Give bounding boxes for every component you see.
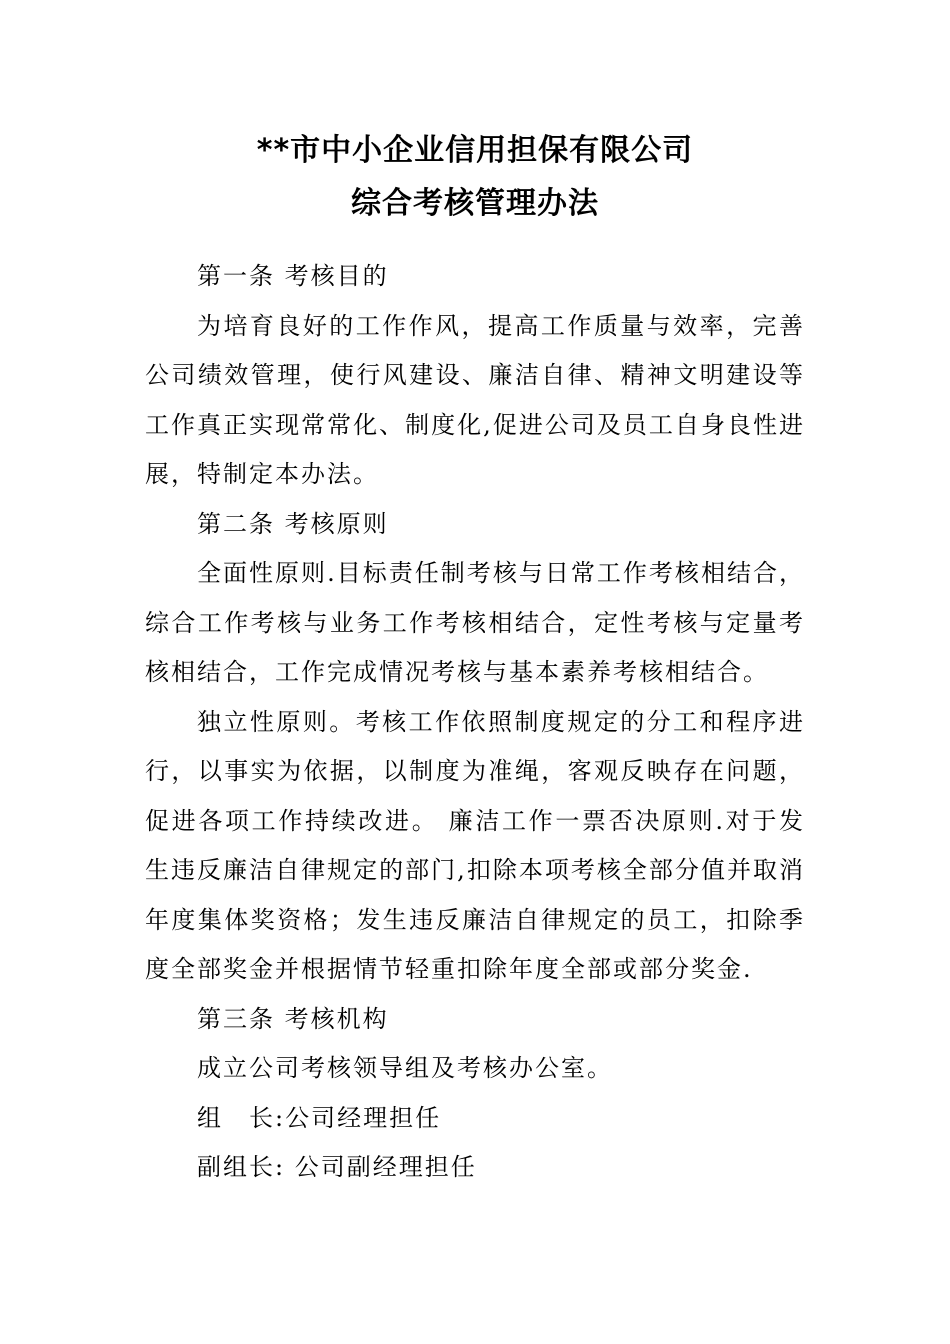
document-title-line1: **市中小企业信用担保有限公司 xyxy=(256,133,694,168)
deputy-leader-line: 副组长: 公司副经理担任 xyxy=(197,1153,477,1181)
article-3-paragraph: 成立公司考核领导组及考核办公室。 xyxy=(197,1054,613,1082)
document-title-line2: 综合考核管理办法 xyxy=(351,186,599,221)
article-1-paragraph: 为培育良好的工作作风，提高工作质量与效率，完善公司绩效管理，使行风建设、廉洁自律、精神文明建设等工作真正实现常常化、制度化,促进公司及员工自身良性进展，特制定本办法。 xyxy=(145,311,805,488)
article-2-paragraph-comprehensive: 全面性原则.目标责任制考核与日常工作考核相结合，综合工作考核与业务工作考核相结合，定性考核与定量考核相结合，工作完成情况考核与基本素养考核相结合。 xyxy=(145,559,805,686)
article-3-heading: 第三条 考核机构 xyxy=(197,1004,389,1033)
team-leader-line: 组 长:公司经理担任 xyxy=(197,1103,442,1132)
article-2-heading: 第二条 考核原则 xyxy=(197,509,389,538)
article-1-heading: 第一条 考核目的 xyxy=(197,262,389,290)
article-2-paragraph-independence: 独立性原则。考核工作依照制度规定的分工和程序进行，以事实为依据，以制度为准绳，客观反映存在问题，促进各项工作持续改进。 廉洁工作一票否决原则.对于发生违反廉洁自律规定的部门,扣除本项考核全部分值并取消年度集体奖资格；发生违反廉洁自律规定的员工，扣除季度全部奖金并根据情节轻重扣除年度全部或部分奖金. xyxy=(145,707,805,983)
document-body xyxy=(145,252,805,1193)
